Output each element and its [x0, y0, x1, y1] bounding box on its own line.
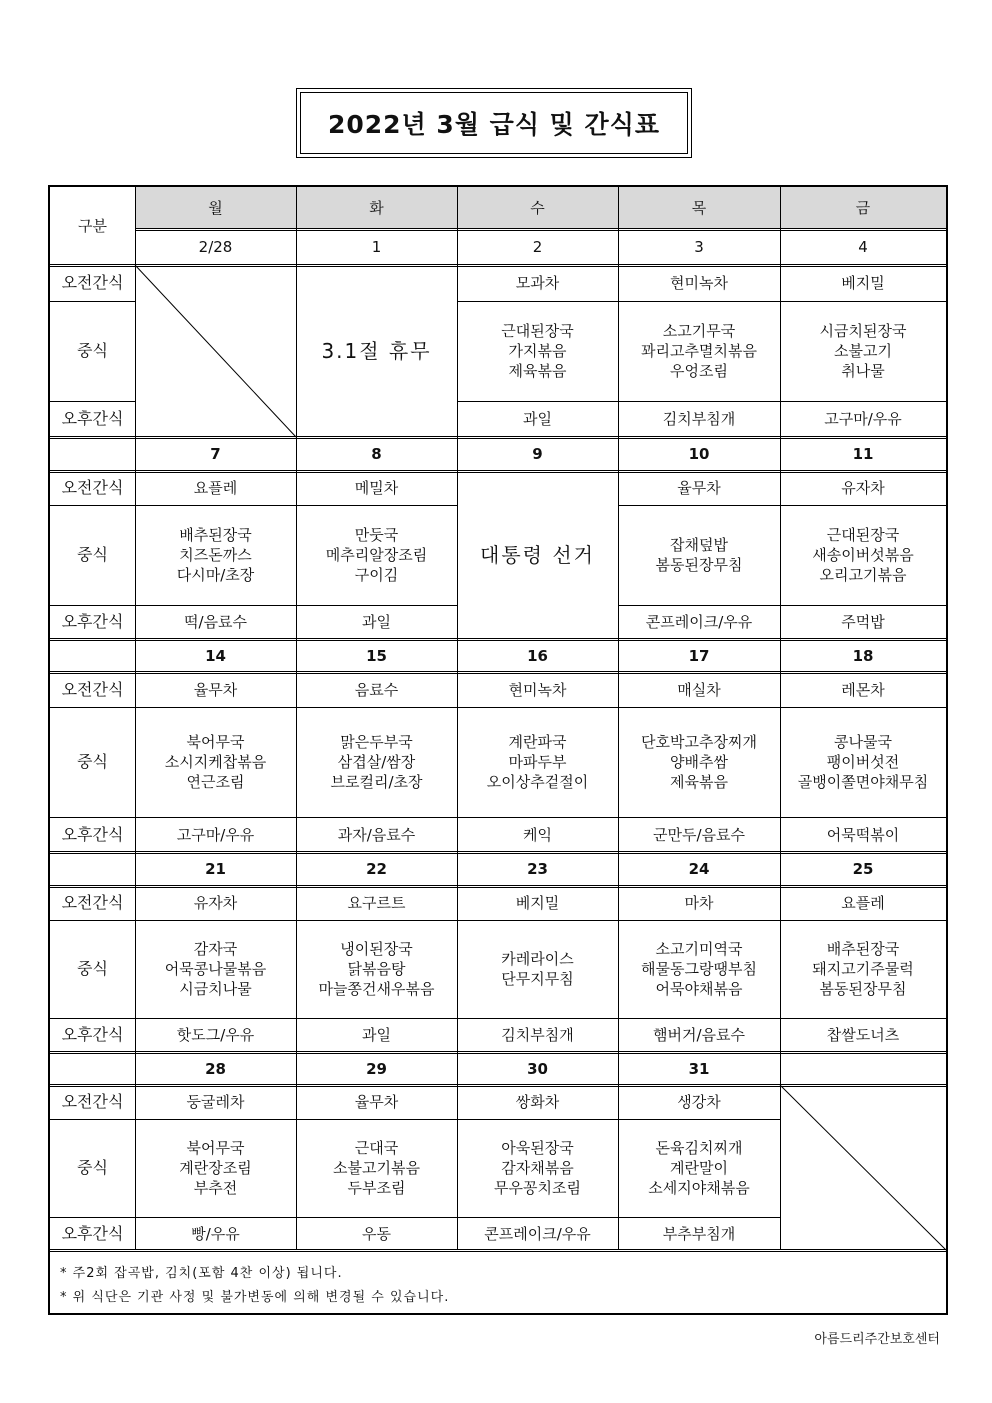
morning-snack: 둥굴레차	[186, 1093, 245, 1111]
row-divider	[135, 1119, 296, 1120]
row-divider	[50, 817, 135, 818]
row-label-lunch: 중식	[77, 545, 108, 564]
row-label-afternoon: 오후간식	[61, 409, 124, 428]
row-label-morning: 오전간식	[61, 679, 124, 699]
footnote: * 위 식단은 기관 사정 및 불가변동에 의해 변경될 수 있습니다.	[60, 1290, 450, 1305]
row-label-morning: 오전간식	[61, 1092, 124, 1111]
lunch-menu: 아욱된장국 감자채볶음 무우꽁치조림	[494, 1139, 581, 1197]
afternoon-snack: 어묵떡볶이	[826, 825, 900, 844]
column-divider	[618, 187, 619, 229]
date-cell: 29	[366, 1059, 387, 1078]
lunch-menu: 소고기무국 꽈리고추멸치볶음 우엉조림	[641, 322, 757, 380]
column-divider	[457, 437, 458, 639]
column-divider	[457, 852, 458, 1052]
day-header: 화	[296, 187, 457, 229]
lunch-menu: 카레라이스 단무지무침	[501, 950, 574, 988]
row-divider	[50, 1018, 135, 1019]
morning-snack: 메밀차	[354, 479, 399, 497]
afternoon-snack: 과일	[362, 1026, 391, 1044]
morning-snack: 매실차	[677, 680, 721, 699]
row-divider	[296, 1217, 457, 1218]
afternoon-snack: 과일	[362, 613, 391, 631]
lunch-menu: 맑은두부국 삼겹살/쌈장 브로컬리/초장	[330, 733, 423, 791]
row-divider	[296, 920, 457, 921]
row-label-afternoon: 오후간식	[61, 1025, 124, 1044]
row-divider	[50, 401, 135, 402]
week-divider	[50, 1249, 946, 1252]
afternoon-snack: 김치부침개	[501, 1026, 574, 1044]
date-cell: 10	[688, 445, 710, 463]
empty-cell-diagonal	[135, 265, 296, 437]
row-divider	[618, 505, 780, 506]
row-divider	[135, 707, 296, 708]
date-cell: 22	[366, 860, 387, 878]
date-cell: 11	[852, 445, 874, 463]
date-divider	[50, 885, 946, 888]
date-cell: 28	[205, 1059, 226, 1078]
afternoon-snack: 떡/음료수	[183, 613, 247, 631]
column-divider	[296, 229, 297, 437]
afternoon-snack: 빵/우유	[191, 1224, 240, 1243]
date-cell: 23	[527, 860, 548, 878]
day-header: 금	[780, 187, 946, 229]
column-divider	[618, 437, 619, 639]
row-divider	[780, 505, 946, 506]
column-divider	[135, 437, 136, 639]
lunch-menu: 근대된장국 가지볶음 제육볶음	[501, 322, 574, 380]
column-divider	[457, 639, 458, 852]
day-header: 수	[457, 187, 618, 229]
row-divider	[457, 1119, 618, 1120]
column-divider	[135, 1052, 136, 1250]
morning-snack: 율무차	[193, 680, 238, 699]
row-divider	[135, 1217, 296, 1218]
row-divider	[618, 817, 780, 818]
row-divider	[50, 605, 135, 606]
morning-snack: 베지밀	[841, 274, 885, 292]
column-divider	[296, 852, 297, 1052]
center-name: 아름드리주간보호센터	[814, 1332, 940, 1347]
row-label-morning: 오전간식	[61, 893, 124, 912]
column-divider	[780, 187, 781, 229]
row-divider	[780, 707, 946, 708]
empty-cell-diagonal	[780, 1085, 946, 1250]
morning-snack: 유자차	[841, 479, 885, 497]
row-label-afternoon: 오후간식	[61, 824, 124, 844]
row-divider	[50, 707, 135, 708]
row-divider	[780, 401, 946, 402]
column-divider	[618, 639, 619, 852]
row-divider	[50, 920, 135, 921]
menu-table	[48, 185, 948, 1315]
date-divider	[50, 671, 946, 674]
date-cell: 15	[366, 646, 387, 665]
day-header: 목	[618, 187, 780, 229]
row-divider	[135, 920, 296, 921]
morning-snack: 모과차	[515, 274, 560, 292]
row-divider	[50, 301, 135, 302]
row-divider	[135, 817, 296, 818]
row-divider	[296, 817, 457, 818]
row-divider	[780, 605, 946, 606]
date-cell: 14	[205, 646, 226, 665]
column-divider	[618, 229, 619, 437]
date-cell	[780, 1052, 946, 1085]
row-divider	[457, 401, 618, 402]
row-divider	[618, 707, 780, 708]
holiday-cell: 대통령 선거	[480, 543, 595, 567]
row-divider	[135, 605, 296, 606]
column-divider	[780, 1052, 781, 1250]
morning-snack: 요구르트	[347, 894, 406, 912]
date-cell: 3	[694, 238, 704, 256]
row-divider	[50, 1119, 135, 1120]
date-cell: 1	[371, 238, 382, 256]
column-divider	[296, 1052, 297, 1250]
morning-snack: 유자차	[193, 894, 238, 912]
morning-snack: 현미녹차	[670, 274, 728, 292]
morning-snack: 율무차	[677, 479, 721, 497]
column-divider	[296, 187, 297, 229]
row-divider	[50, 505, 135, 506]
afternoon-snack: 찹쌀도너츠	[826, 1026, 900, 1044]
date-cell: 4	[858, 238, 868, 256]
row-divider	[296, 505, 457, 506]
row-label-morning: 오전간식	[61, 273, 124, 292]
afternoon-snack: 부추부침개	[662, 1224, 736, 1243]
morning-snack: 생강차	[677, 1093, 721, 1111]
row-divider	[457, 817, 618, 818]
row-divider	[135, 1018, 296, 1019]
column-divider	[780, 852, 781, 1052]
date-divider	[50, 470, 946, 473]
afternoon-snack: 햄버거/음료수	[653, 1026, 745, 1044]
row-divider	[780, 1018, 946, 1019]
row-divider	[296, 707, 457, 708]
row-divider	[296, 605, 457, 606]
lunch-menu: 계란파국 마파두부 오이상추겉절이	[486, 733, 589, 791]
lunch-menu: 북어무국 소시지케찹볶음 연근조림	[164, 733, 267, 791]
row-label-lunch: 중식	[77, 959, 108, 978]
lunch-menu: 배추된장국 치즈돈까스 다시마/초장	[176, 526, 255, 584]
date-cell: 8	[371, 445, 382, 463]
morning-snack: 쌍화차	[515, 1093, 560, 1111]
column-divider	[457, 229, 458, 437]
lunch-menu: 감자국 어묵콩나물볶음 시금치나물	[164, 940, 267, 998]
date-cell: 2/28	[198, 238, 233, 256]
page-title: 2022년 3월 급식 및 간식표	[300, 92, 688, 154]
afternoon-snack: 과자/음료수	[337, 825, 416, 844]
lunch-menu: 근대국 소불고기볶음 두부조림	[333, 1139, 420, 1197]
holiday-cell: 3.1절 휴무	[321, 339, 432, 363]
row-divider	[135, 505, 296, 506]
date-cell: 17	[688, 646, 710, 665]
morning-snack: 요플레	[841, 894, 885, 912]
column-divider	[780, 229, 781, 437]
column-divider	[296, 437, 297, 639]
row-divider	[618, 920, 780, 921]
row-divider	[457, 301, 618, 302]
lunch-menu: 근대된장국 새송이버섯볶음 오리고기볶음	[812, 526, 914, 584]
footnote: * 주2회 잡곡밥, 김치(포함 4찬 이상) 됩니다.	[60, 1266, 343, 1281]
morning-snack: 요플레	[193, 479, 238, 497]
row-divider	[618, 605, 780, 606]
lunch-menu: 북어무국 계란장조림 부추전	[179, 1139, 252, 1197]
lunch-menu: 콩나물국 팽이버섯전 골뱅이쫄면야채무침	[797, 733, 929, 791]
row-divider	[780, 920, 946, 921]
afternoon-snack: 주먹밥	[841, 613, 885, 631]
afternoon-snack: 콘프레이크/우유	[645, 613, 753, 631]
afternoon-snack: 케익	[523, 825, 552, 844]
date-cell: 16	[527, 646, 548, 665]
date-cell: 30	[527, 1059, 548, 1078]
column-divider	[457, 187, 458, 229]
afternoon-snack: 핫도그/우유	[176, 1026, 255, 1044]
row-label-lunch: 중식	[77, 1158, 108, 1177]
column-divider	[780, 437, 781, 639]
morning-snack: 율무차	[354, 1093, 399, 1111]
title-box	[296, 88, 692, 158]
lunch-menu: 배추된장국 돼지고기주물럭 봄동된장무침	[812, 940, 914, 998]
date-cell: 21	[205, 860, 226, 878]
row-divider	[618, 401, 780, 402]
category-header: 구분	[50, 187, 135, 265]
row-divider	[50, 1217, 135, 1218]
column-divider	[618, 1052, 619, 1250]
row-divider	[780, 817, 946, 818]
row-divider	[618, 301, 780, 302]
lunch-menu: 소고기미역국 해물동그랑땡부침 어묵야채볶음	[641, 940, 757, 998]
afternoon-snack: 고구마/우유	[176, 825, 255, 844]
row-divider	[457, 1018, 618, 1019]
afternoon-snack: 고구마/우유	[824, 410, 902, 428]
date-cell: 7	[210, 445, 221, 463]
date-cell: 9	[532, 445, 543, 463]
day-header: 월	[135, 187, 296, 229]
column-divider	[135, 852, 136, 1052]
column-divider	[618, 852, 619, 1052]
lunch-menu: 시금치된장국 소불고기 취나물	[819, 322, 907, 380]
row-label-lunch: 중식	[77, 341, 108, 360]
afternoon-snack: 콘프레이크/우유	[484, 1224, 591, 1243]
lunch-menu: 잡채덮밥 봄동된장무침	[655, 536, 743, 574]
row-label-lunch: 중식	[77, 752, 108, 771]
column-divider	[296, 639, 297, 852]
row-divider	[618, 1119, 780, 1120]
row-divider	[618, 1018, 780, 1019]
row-divider	[457, 707, 618, 708]
morning-snack: 현미녹차	[508, 680, 567, 699]
morning-snack: 마차	[684, 894, 714, 912]
date-divider	[50, 264, 946, 267]
column-divider	[135, 639, 136, 852]
row-label-afternoon: 오후간식	[61, 612, 124, 631]
afternoon-snack: 군만두/음료수	[653, 825, 745, 844]
column-divider	[780, 639, 781, 852]
date-cell: 24	[688, 860, 710, 878]
morning-snack: 레몬차	[841, 680, 885, 699]
date-cell: 2	[532, 238, 543, 256]
lunch-menu: 돈육김치찌개 계란말이 소세지야채볶음	[648, 1139, 750, 1197]
row-divider	[780, 301, 946, 302]
afternoon-snack: 과일	[523, 410, 552, 428]
row-label-morning: 오전간식	[61, 478, 124, 497]
column-divider	[457, 1052, 458, 1250]
date-cell: 31	[688, 1059, 710, 1078]
afternoon-snack: 우동	[362, 1224, 391, 1243]
row-label-afternoon: 오후간식	[61, 1223, 124, 1243]
lunch-menu: 냉이된장국 닭볶음탕 마늘쫑건새우볶음	[318, 940, 435, 998]
morning-snack: 음료수	[354, 680, 399, 699]
row-divider	[296, 1018, 457, 1019]
date-cell: 18	[852, 646, 874, 665]
row-divider	[618, 1217, 780, 1218]
date-divider	[50, 1084, 946, 1087]
row-divider	[457, 1217, 618, 1218]
lunch-menu: 만둣국 메추리알장조림 구이김	[325, 526, 428, 584]
row-divider	[296, 1119, 457, 1120]
date-cell: 25	[852, 860, 874, 878]
morning-snack: 베지밀	[515, 894, 560, 912]
column-divider	[135, 187, 136, 265]
afternoon-snack: 김치부침개	[662, 410, 736, 428]
row-divider	[457, 920, 618, 921]
lunch-menu: 단호박고추장찌개 양배추쌈 제육볶음	[641, 733, 757, 791]
